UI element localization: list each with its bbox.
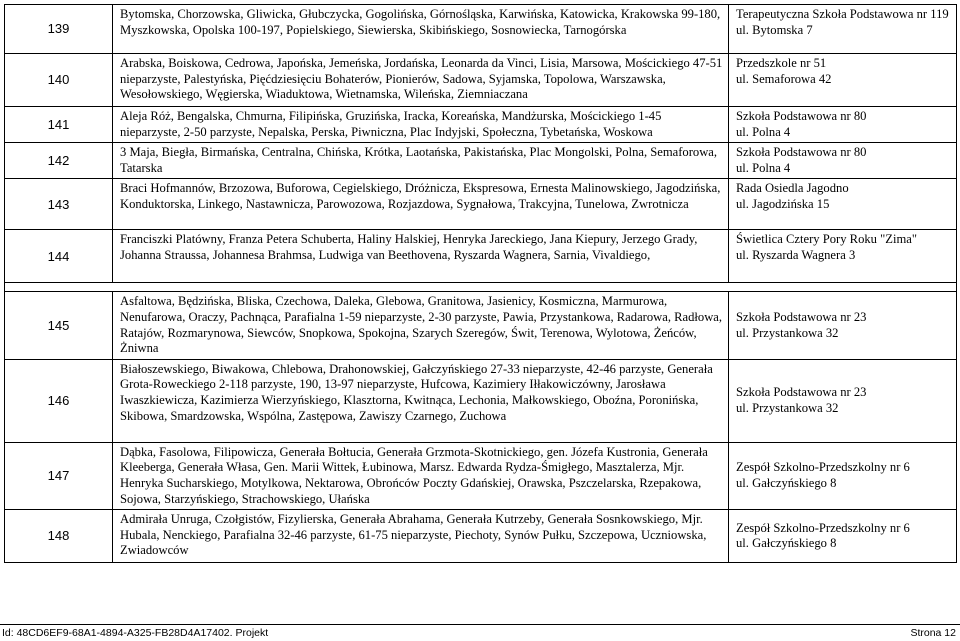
district-number: 147 [5,442,113,509]
street-list: Bytomska, Chorzowska, Gliwicka, Głubczycka, Gogolińska, Górnośląska, Karwińska, Katowicka, Krakowska 99-180, Myszkowska, Opolska 100-197, Popielskiego, Siewierska, Skibińskiego, Sosnowiecka, Tarnogórska [113,5,729,54]
street-list: Arabska, Boiskowa, Cedrowa, Japońska, Jemeńska, Jordańska, Leonarda da Vinci, Lisia, Marsowa, Mościckiego 47-51 nieparzyste, Palestyńska, Pięćdziesięciu Bohaterów, Pionierów, Sadowa, Syjamska, Topolowa, Warszawska, Wesołowskiego, Węgierska, Wiaduktowa, Wietnamska, Wileńska, Ziemniaczana [113,54,729,107]
polling-place-address: ul. Przystankowa 32 [736,400,839,415]
polling-place-name: Terapeutyczna Szkoła Podstawowa nr 119 [736,7,949,21]
district-number: 143 [5,179,113,230]
polling-place [729,510,957,563]
district-number: 140 [5,54,113,107]
district-number: 144 [5,230,113,283]
page-footer [0,624,960,640]
polling-place-address: ul. Jagodzińska 15 [736,196,830,211]
street-list: 3 Maja, Biegła, Birmańska, Centralna, Chińska, Krótka, Laotańska, Pakistańska, Plac Mongolski, Polna, Semaforowa, Tatarska [113,143,729,179]
polling-place-name: Zespół Szkolno-Przedszkolny nr 6 [736,520,910,535]
table-row [5,54,957,107]
polling-place-address: ul. Bytomska 7 [736,22,813,37]
polling-place [729,107,957,143]
polling-place-name: Szkoła Podstawowa nr 23 [736,385,867,400]
row-separator [5,283,957,292]
table-row [5,179,957,230]
street-list: Dąbka, Fasolowa, Filipowicza, Generała Bołtucia, Generała Grzmota-Skotnickiego, gen. Józefa Kustronia, Generała Kleeberga, Generała Własa, Gen. Marii Wittek, Łubinowa, Marsz. Edwarda Rydza-Śmigłego, Masztalerza, Mjr. Henryka Sucharskiego, Motylkowa, Nektarowa, Obrońców Poczty Gdańskiej, Orawska, Pszczelarska, Rzepakowa, Sojowa, Starzyńskiego, Strachowskiego, Ułańska [113,442,729,509]
polling-place-address: ul. Gałczyńskiego 8 [736,536,837,551]
district-number: 139 [5,5,113,54]
district-table [4,4,957,563]
page-number: Strona 12 [910,627,956,639]
table-row [5,143,957,179]
street-list: Aleja Róż, Bengalska, Chmurna, Filipińska, Gruzińska, Iracka, Koreańska, Mandżurska, Mościckiego 1-45 nieparzyste, 2-50 parzyste, Nepalska, Perska, Piwniczna, Plac Indyjski, Społeczna, Tybetańska, Woskowa [113,107,729,143]
polling-place [729,359,957,442]
document-id: Id: 48CD6EF9-68A1-4894-A325-FB28D4A17402. Projekt [2,627,269,639]
polling-place [729,230,957,283]
polling-place-name: Przedszkole nr 51 [736,56,827,70]
polling-place [729,5,957,54]
separator-cell [5,283,957,292]
table-row [5,292,957,359]
table-row [5,442,957,509]
polling-place-name: Szkoła Podstawowa nr 23 [736,309,867,324]
street-list: Braci Hofmannów, Brzozowa, Buforowa, Cegielskiego, Dróżnicza, Ekspresowa, Ernesta Malinowskiego, Jagodzińska, Konduktorska, Linkego, Nastawnicza, Parowozowa, Rozjazdowa, Sygnałowa, Trakcyjna, Tunelowa, Zwrotnicza [113,179,729,230]
polling-place-name: Szkoła Podstawowa nr 80 [736,145,867,160]
polling-place-name: Rada Osiedla Jagodno [736,181,849,196]
polling-place-address: ul. Przystankowa 32 [736,325,839,340]
polling-place-name: Zespół Szkolno-Przedszkolny nr 6 [736,460,910,475]
street-list: Asfaltowa, Będzińska, Bliska, Czechowa, Daleka, Glebowa, Granitowa, Jasienicy, Kosmiczna, Marmurowa, Nenufarowa, Oraczy, Pachnąca, Parafialna 1-59 nieparzyste, 2-30 parzyste, Pawia, Przystankowa, Radarowa, Radłowa, Ratajów, Rozmarynowa, Siewców, Snopkowa, Spokojna, Szarych Szeregów, Świt, Terenowa, Wylotowa, Żeńców, Żniwna [113,292,729,359]
polling-place-name: Szkoła Podstawowa nr 80 [736,109,867,123]
district-number: 148 [5,510,113,563]
polling-place-address: ul. Gałczyńskiego 8 [736,475,837,490]
polling-place-address: ul. Semaforowa 42 [736,71,832,86]
street-list: Franciszki Platówny, Franza Petera Schuberta, Haliny Halskiej, Henryka Jareckiego, Jana Kiepury, Jerzego Grady, Johanna Straussa, Johannesa Brahmsa, Ludwiga van Beethovena, Ryszarda Wagnera, Sarnia, Vivaldiego, [113,230,729,283]
district-number: 142 [5,143,113,179]
district-number: 145 [5,292,113,359]
polling-place-address: ul. Polna 4 [736,124,791,139]
street-list: Białoszewskiego, Biwakowa, Chlebowa, Drahonowskiej, Gałczyńskiego 27-33 nieparzyste, 42-46 parzyste, Generała Grota-Roweckiego 2-118 parzyste, 190, 13-97 nieparzyste, Hufcowa, Kazimiery Iłłakowiczówny, Jarosława Iwaszkiewicza, Kazimierza Wierzyńskiego, Klasztorna, Kwitnąca, Lechonia, Małkowskiego, Oboźna, Poronińska, Skibowa, Smardzowska, Wspólna, Zastępowa, Zawiszy Czarnego, Zuchowa [113,359,729,442]
polling-place [729,143,957,179]
polling-place-address: ul. Polna 4 [736,160,791,175]
polling-place-name: Świetlica Cztery Pory Roku "Zima" [736,232,917,247]
table-row [5,359,957,442]
district-number: 146 [5,359,113,442]
polling-place [729,54,957,107]
table-row [5,107,957,143]
polling-place [729,442,957,509]
polling-place-address: ul. Ryszarda Wagnera 3 [736,247,856,262]
polling-place [729,292,957,359]
table-row [5,230,957,283]
table-row [5,5,957,54]
table-row [5,510,957,563]
street-list: Admirała Unruga, Czołgistów, Fizylierska, Generała Abrahama, Generała Kutrzeby, Generała Sosnkowskiego, Mjr. Hubala, Nenckiego, Parafialna 32-46 parzyste, 61-75 nieparzyste, Piechoty, Synów Pułku, Szczepowa, Uczniowska, Zwiadowców [113,510,729,563]
polling-place [729,179,957,230]
district-number: 141 [5,107,113,143]
